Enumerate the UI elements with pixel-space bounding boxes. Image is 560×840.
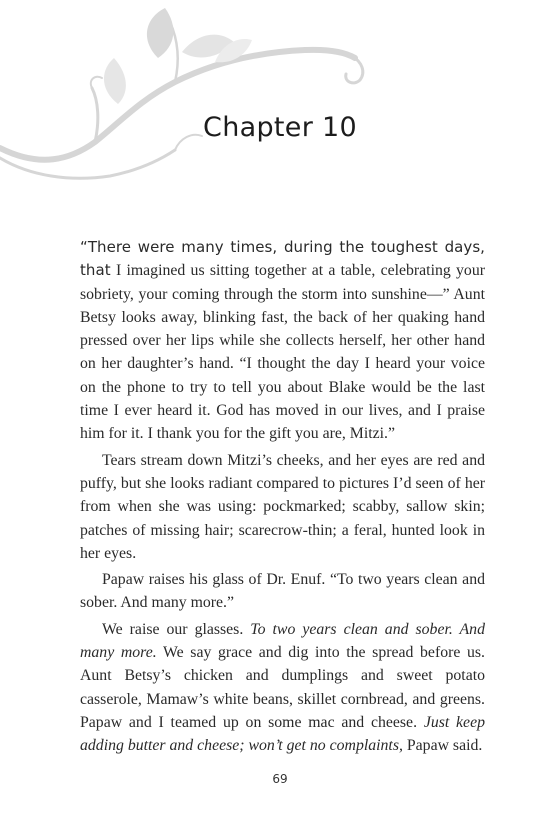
paragraph-4-text-3: Papaw said.	[402, 737, 483, 755]
paragraph-4-italic-1: To two years clean and sober. And many more.	[80, 620, 485, 662]
paragraph-1-lead-in: “There were many times, during the toughest days, that	[80, 238, 485, 280]
paragraph-4-text-1: We raise our glasses.	[102, 620, 251, 638]
paragraph-1	[80, 236, 485, 446]
page-number: 69	[272, 772, 288, 786]
body-text	[80, 236, 485, 758]
paragraph-2: Tears stream down Mitzi’s cheeks, and her eyes are red and puffy, but she looks radiant compared to pictures I’d seen of her from when she was using: pockmarked; scabby, sallow skin; patches of missing hair; scarecrow-thin; a feral, hunted look in her eyes.	[80, 451, 485, 562]
paragraph-4-text-2: We say grace and dig into the spread before us. Aunt Betsy’s chicken and dumplings and sweet potato casserole, Mamaw’s white beans, skillet cornbread, and greens. Papaw and I teamed up on some mac and cheese.	[80, 644, 485, 731]
paragraph-4	[80, 618, 485, 758]
paragraph-4-italic-2: Just keep adding butter and cheese; won’t get no complaints,	[80, 713, 485, 755]
chapter-title: Chapter 10	[203, 112, 357, 143]
vine-ornament	[0, 0, 560, 210]
paragraph-3: Papaw raises his glass of Dr. Enuf. “To two years clean and sober. And many more.”	[80, 571, 485, 612]
paragraph-1-text: I imagined us sitting together at a table, celebrating your sobriety, your coming through the storm into sunshine—” Aunt Betsy looks away, blinking fast, the back of her quaking hand pressed over her lips while she collects herself, her other hand on her daughter’s hand. “I thought the day I heard your voice on the phone to try to tell you about Blake would be the last time I ever heard it. God has moved in our lives, and I praise him for it. I thank you for the gift you are, Mitzi.”	[80, 262, 485, 443]
